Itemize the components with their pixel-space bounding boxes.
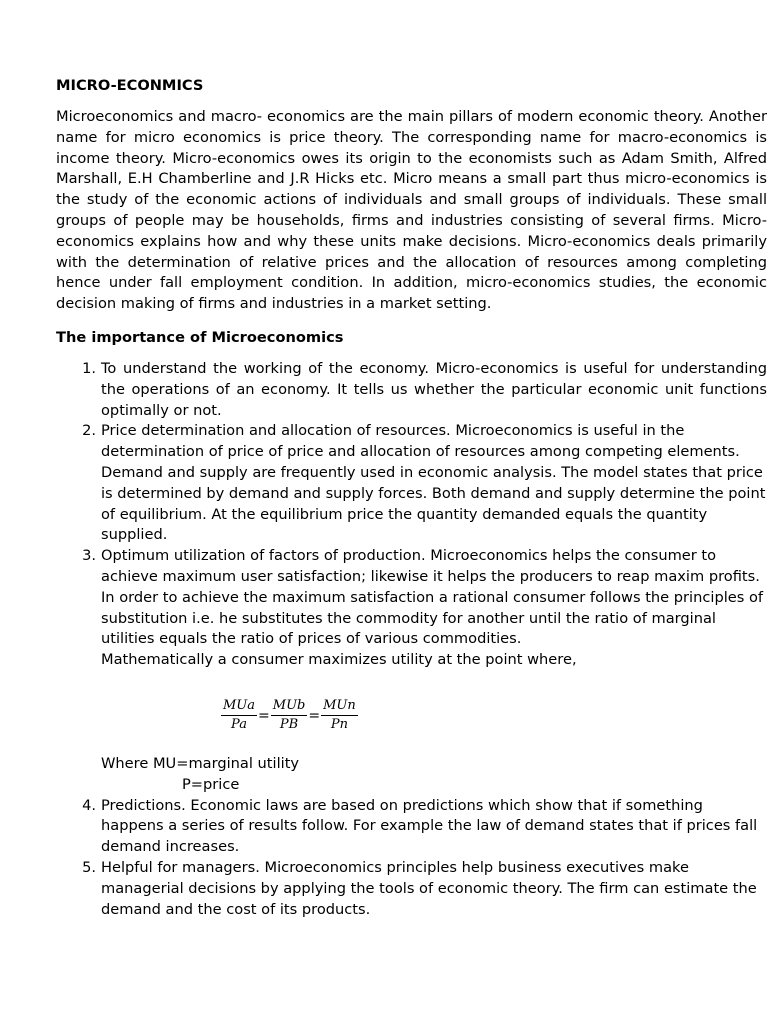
fraction-n: [321, 697, 358, 734]
list-item-text: Predictions. Economic laws are based on predictions which show that if something happens a series of results follow. For example the law of demand states that if prices fall demand increases.: [101, 796, 758, 856]
list-item-number: 3.: [82, 547, 96, 565]
math-intro: Mathematically a consumer maximizes utility at the point where,: [101, 651, 577, 669]
definition-mu: Where MU=marginal utility: [101, 754, 300, 772]
list-item: [56, 359, 767, 421]
utility-formula: [221, 692, 767, 740]
list-item-number: 2.: [82, 422, 96, 440]
equals-sign: =: [258, 707, 270, 724]
numerator-n: MUn: [321, 697, 358, 716]
list-item-number: 1.: [82, 359, 96, 377]
document-page: [56, 76, 767, 920]
intro-paragraph: Microeconomics and macro- economics are the main pillars of modern economic theory. Another name for micro economics is price theory. The corresponding name for macro-economics is income theory. Micro-economics owes its origin to the economists such as Adam Smith, Alfred Marshall, E.H Chamberline and J.R Hicks etc. Micro means a small part thus micro-economics is the study of the economic actions of individuals and small groups of individuals. These small groups of people may be households, firms and industries consisting of several firms. Micro-economics explains how and why these units make decisions. Micro-economics deals primarily with the determination of relative prices and the allocation of resources among completing hence under fall employment condition. In addition, micro-economics studies, the economic decision making of firms and industries in a market setting.: [56, 108, 767, 313]
section-heading: The importance of Microeconomics: [56, 328, 344, 346]
fraction-a: [221, 697, 257, 734]
list-item-number: 4.: [82, 796, 96, 814]
list-item: [56, 546, 767, 795]
equals-sign: =: [308, 707, 321, 724]
numerator-a: MUa: [221, 697, 257, 716]
fraction-b: [271, 697, 308, 734]
list-item-text: To understand the working of the economy. Micro-economics is useful for understanding the operations of an economy. It tells us whether the particular economic unit functions optimally or not.: [101, 359, 767, 419]
list-item-text: Optimum utilization of factors of production. Microeconomics helps the consumer to achieve maximum user satisfaction; likewise it helps the producers to reap maxim profits. In order to achieve the maximum satisfaction a rational consumer follows the principles of substitution i.e. he substitutes the commodity for another until the ratio of marginal utilities equals the ratio of prices of various commodities.: [101, 547, 764, 648]
importance-list: [56, 359, 767, 920]
definition-p: P=price: [182, 775, 240, 793]
list-item: [56, 796, 767, 858]
denominator-a: Pa: [231, 717, 247, 733]
list-item-text: Helpful for managers. Microeconomics principles help business executives make managerial decisions by applying the tools of economic theory. The firm can estimate the demand and the cost of its products.: [101, 858, 757, 918]
denominator-b: PB: [279, 717, 299, 733]
list-item: [56, 421, 767, 546]
list-item-number: 5.: [82, 858, 96, 876]
list-item-text: Price determination and allocation of resources. Microeconomics is useful in the determination of price of price and allocation of resources among competing elements. Demand and supply are frequently used in economic analysis. The model states that price is determined by demand and supply forces. Both demand and supply determine the point of equilibrium. At the equilibrium price the quantity demanded equals the quantity supplied.: [101, 422, 766, 544]
list-item: [56, 858, 767, 920]
numerator-b: MUb: [271, 697, 308, 716]
denominator-n: Pn: [330, 717, 348, 733]
document-title: MICRO-ECONMICS: [56, 77, 204, 94]
